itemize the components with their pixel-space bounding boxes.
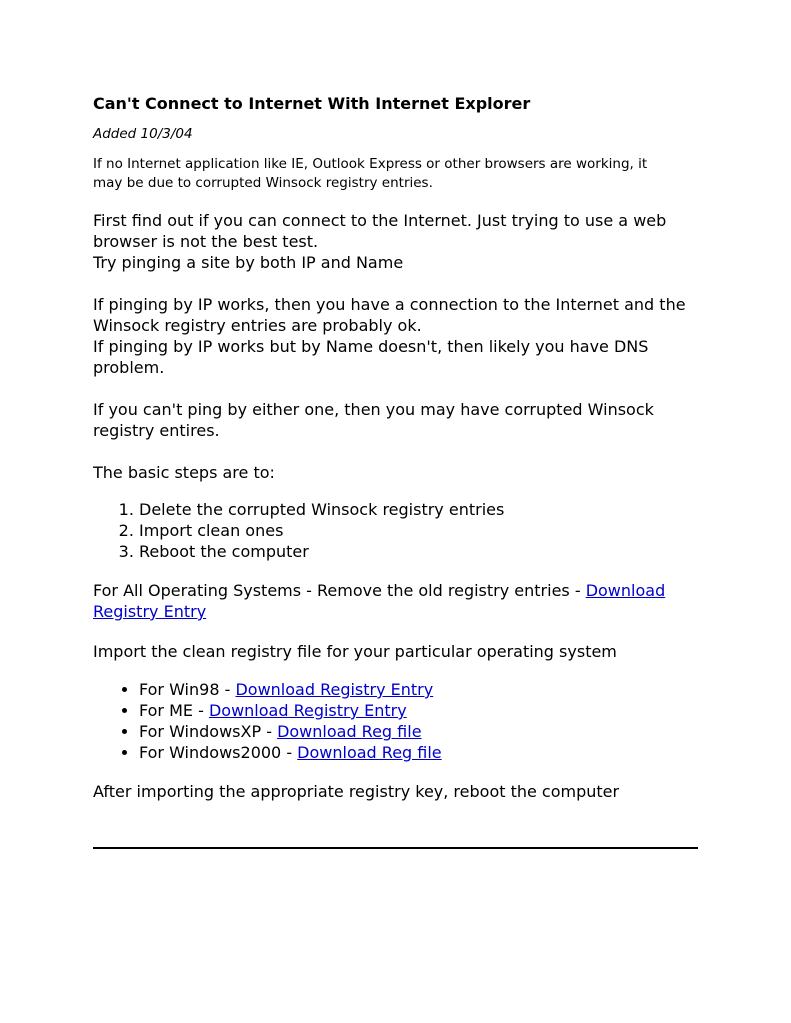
steps-intro: The basic steps are to: (93, 463, 275, 482)
all-os-download-link[interactable]: Download Registry Entry (93, 581, 666, 621)
list-item (139, 742, 698, 763)
page-title: Can't Connect to Internet With Internet Explorer (93, 94, 531, 113)
list-item (139, 679, 698, 700)
ping-instruction-text: Try pinging a site by both IP and Name (93, 253, 404, 272)
paragraph-ping-results (93, 294, 698, 378)
os-list (93, 679, 698, 763)
ping-ip-works-text: If pinging by IP works, then you have a connection to the Internet and the Winsock registry entries are probably ok. (93, 295, 686, 335)
os-label: For WindowsXP - (139, 722, 278, 741)
intro-text: If no Internet application like IE, Outlook Express or other browsers are working, it may be due to corrupted Winsock registry entries. (93, 156, 648, 191)
list-item: 3. Reboot the computer (139, 541, 698, 562)
all-os-paragraph (93, 580, 698, 622)
os-label: For Windows2000 - (139, 743, 298, 762)
paragraph-test-connection (93, 210, 698, 273)
dns-problem-text: If pinging by IP works but by Name doesn't, then likely you have DNS problem. (93, 337, 649, 377)
horizontal-divider (93, 847, 698, 849)
date-added: Added 10/3/04 (93, 126, 193, 142)
os-label: For ME - (139, 701, 209, 720)
paragraph-corrupted: If you can't ping by either one, then you may have corrupted Winsock registry entires. (93, 400, 654, 440)
list-item: 1. Delete the corrupted Winsock registry entries (139, 499, 698, 520)
win2000-download-link[interactable]: Download Reg file (297, 743, 442, 762)
me-download-link[interactable]: Download Registry Entry (208, 701, 407, 720)
all-os-text: For All Operating Systems - Remove the old registry entries - (93, 581, 586, 600)
list-item (139, 721, 698, 742)
article (93, 93, 698, 823)
list-item (139, 700, 698, 721)
os-label: For Win98 - (139, 680, 236, 699)
winxp-download-link[interactable]: Download Reg file (277, 722, 422, 741)
closing-text: After importing the appropriate registry key, reboot the computer (93, 782, 620, 801)
win98-download-link[interactable]: Download Registry Entry (235, 680, 434, 699)
steps-list (93, 499, 698, 562)
list-item: 2. Import clean ones (139, 520, 698, 541)
import-intro: Import the clean registry file for your particular operating system (93, 642, 617, 661)
test-connection-text: First find out if you can connect to the Internet. Just trying to use a web browser is not the best test. (93, 211, 667, 251)
